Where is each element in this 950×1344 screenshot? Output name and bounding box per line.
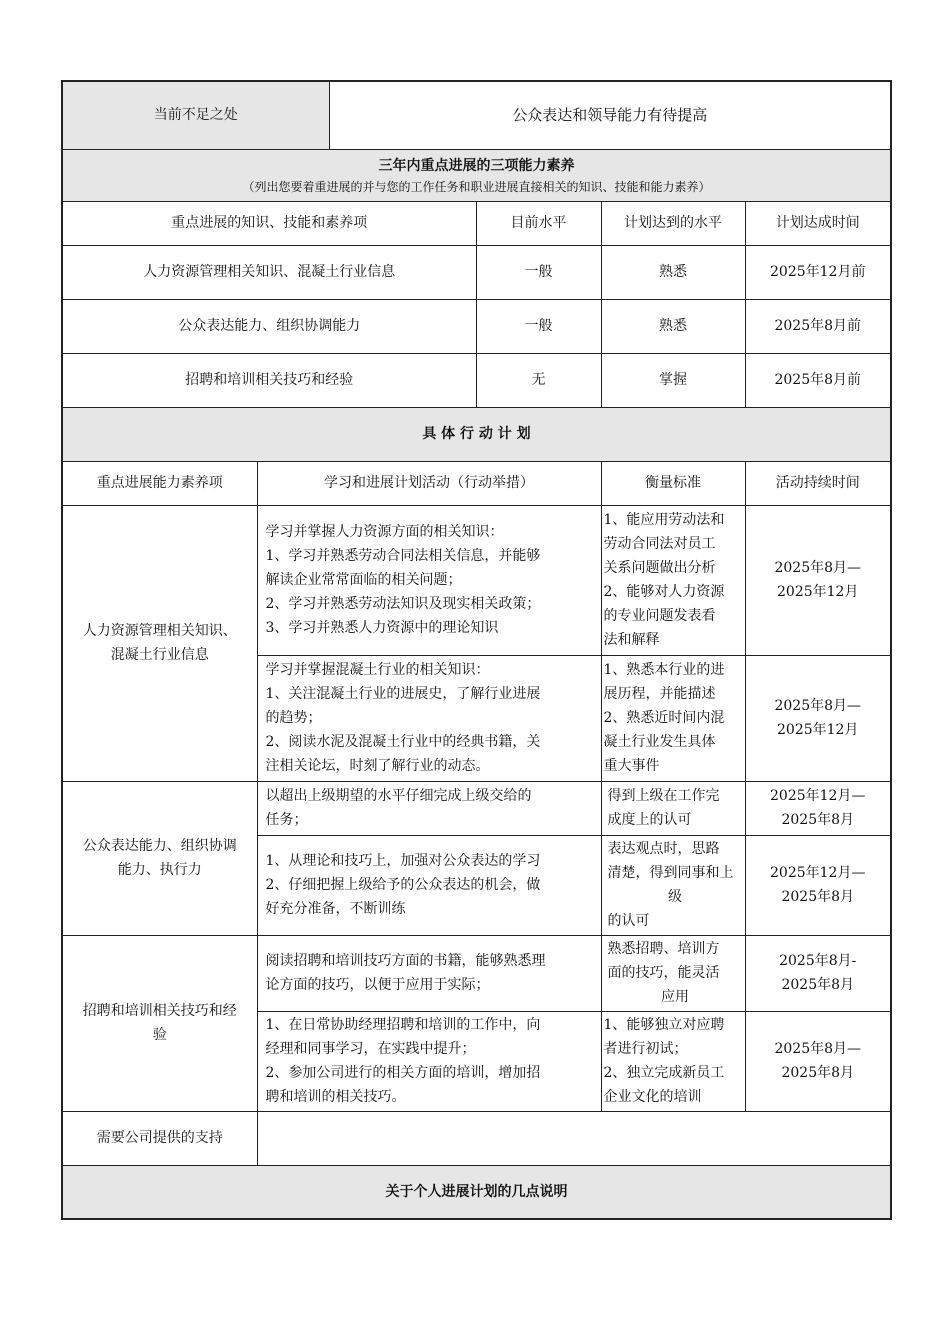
measure-criteria xyxy=(601,935,745,1011)
plan-line: 2、学习并熟悉劳动法知识及现实相关政策； xyxy=(265,596,541,612)
measure-line: 2、独立完成新员工 xyxy=(603,1065,725,1081)
target-level: 熟悉 xyxy=(601,299,745,353)
measure-line: 级 xyxy=(668,889,682,905)
ability-name xyxy=(62,505,257,781)
activity-duration xyxy=(745,1011,891,1111)
ability-name-line: 公众表达能力、组织协调 xyxy=(82,838,237,854)
target-time: 2025年8月前 xyxy=(745,299,891,353)
duration-line: 2025年12月— xyxy=(770,865,866,881)
ability-name xyxy=(62,781,257,935)
table-row xyxy=(62,781,891,835)
skill-item: 招聘和培训相关技巧和经验 xyxy=(62,353,476,407)
measure-line: 2、能够对人力资源 xyxy=(603,584,725,600)
current-level: 一般 xyxy=(476,299,601,353)
measure-criteria xyxy=(601,781,745,835)
measure-line: 1、熟悉本行业的进 xyxy=(603,662,725,678)
plan-line: 1、关注混凝土行业的进展史，了解行业进展 xyxy=(265,686,541,702)
plan-line: 1、从理论和技巧上，加强对公众表达的学习 xyxy=(265,853,541,869)
plan-line: 的趋势； xyxy=(265,710,322,726)
shortcoming-value: 公众表达和领导能力有待提高 xyxy=(329,81,891,149)
activity-plan xyxy=(257,835,601,935)
ability-name-line: 能力、执行力 xyxy=(117,862,202,878)
shortcoming-label: 当前不足之处 xyxy=(62,81,329,149)
plan-line: 注相关论坛，时刻了解行业的动态。 xyxy=(265,758,490,774)
plan-line: 解读企业常常面临的相关问题； xyxy=(265,572,462,588)
plan-line: 学习并掌握混凝土行业的相关知识： xyxy=(265,662,490,678)
measure-line: 者进行初试； xyxy=(603,1041,688,1057)
table-row xyxy=(62,299,891,353)
plan-line: 好充分准备，不断训练 xyxy=(265,901,406,917)
target-level: 掌握 xyxy=(601,353,745,407)
activity-plan xyxy=(257,655,601,781)
target-time: 2025年8月前 xyxy=(745,353,891,407)
duration-line: 2025年8月— xyxy=(774,698,862,714)
plan-table xyxy=(61,80,892,1220)
measure-line: 关系问题做出分析 xyxy=(603,560,716,576)
duration-line: 2025年8月— xyxy=(774,560,862,576)
measure-line: 清楚，得到同事和上 xyxy=(607,865,734,881)
col-header-target: 计划达到的水平 xyxy=(601,201,745,245)
plan-line: 学习并掌握人力资源方面的相关知识： xyxy=(265,524,504,540)
measure-line: 得到上级在工作完 xyxy=(607,788,720,804)
plan-line: 阅读招聘和培训技巧方面的书籍，能够熟悉理 xyxy=(265,953,546,969)
measure-line: 的专业问题发表看 xyxy=(603,608,716,624)
activity-duration xyxy=(745,781,891,835)
measure-criteria xyxy=(601,1011,745,1111)
plan-line: 经理和同事学习，在实践中提升； xyxy=(265,1041,476,1057)
duration-line: 2025年8月 xyxy=(781,977,855,993)
activity-plan xyxy=(257,1011,601,1111)
measure-criteria xyxy=(601,835,745,935)
table-row xyxy=(62,353,891,407)
plan-line: 以超出上级期望的水平仔细完成上级交给的 xyxy=(265,788,532,804)
col-header-ability: 重点进展能力素养项 xyxy=(62,461,257,505)
activity-plan xyxy=(257,935,601,1011)
measure-line: 企业文化的培训 xyxy=(603,1089,702,1105)
plan-line: 论方面的技巧，以便于应用于实际； xyxy=(265,977,490,993)
duration-line: 2025年12月 xyxy=(777,584,859,600)
notes-title: 关于个人进展计划的几点说明 xyxy=(62,1165,891,1219)
table-row xyxy=(62,1111,891,1165)
skill-item: 公众表达能力、组织协调能力 xyxy=(62,299,476,353)
plan-line: 2、仔细把握上级给予的公众表达的机会，做 xyxy=(265,877,541,893)
duration-line: 2025年8月— xyxy=(774,1041,862,1057)
col-header-item: 重点进展的知识、技能和素养项 xyxy=(62,201,476,245)
ability-name-line: 招聘和培训相关技巧和经 xyxy=(82,1003,237,1019)
ability-name-line: 验 xyxy=(152,1027,167,1043)
section2-title: 具 体 行 动 计 划 xyxy=(62,407,891,461)
col-header-time: 计划达成时间 xyxy=(745,201,891,245)
duration-line: 2025年8月 xyxy=(781,812,855,828)
skill-item: 人力资源管理相关知识、混凝土行业信息 xyxy=(62,245,476,299)
table-row xyxy=(62,935,891,1011)
duration-line: 2025年8月 xyxy=(781,889,855,905)
section1-title: 三年内重点进展的三项能力素养 xyxy=(378,158,575,174)
table-row xyxy=(62,505,891,655)
measure-line: 1、能够独立对应聘 xyxy=(603,1017,725,1033)
col-header-duration: 活动持续时间 xyxy=(745,461,891,505)
duration-line: 2025年12月— xyxy=(770,788,866,804)
section1-header-row xyxy=(62,201,891,245)
target-level: 熟悉 xyxy=(601,245,745,299)
measure-line: 1、能应用劳动法和 xyxy=(603,512,725,528)
measure-line: 面的技巧，能灵活 xyxy=(607,965,720,981)
duration-line: 2025年12月 xyxy=(777,722,859,738)
plan-line: 任务； xyxy=(265,812,308,828)
target-time: 2025年12月前 xyxy=(745,245,891,299)
section2-header-row xyxy=(62,461,891,505)
measure-line: 成度上的认可 xyxy=(607,812,692,828)
support-value-field[interactable] xyxy=(257,1111,891,1165)
current-level: 一般 xyxy=(476,245,601,299)
col-header-activity: 学习和进展计划活动（行动举措） xyxy=(257,461,601,505)
section1-subtitle: （列出您要着重进展的并与您的工作任务和职业进展直接相关的知识、技能和能力素养） xyxy=(242,180,711,194)
plan-line: 2、参加公司进行的相关方面的培训，增加招 xyxy=(265,1065,541,1081)
table-row xyxy=(62,245,891,299)
col-header-current: 目前水平 xyxy=(476,201,601,245)
measure-line: 法和解释 xyxy=(603,632,660,648)
measure-line: 2、熟悉近时间内混 xyxy=(603,710,725,726)
plan-line: 1、学习并熟悉劳动合同法相关信息，并能够 xyxy=(265,548,541,564)
activity-duration xyxy=(745,935,891,1011)
measure-line: 应用 xyxy=(661,989,689,1005)
activity-plan xyxy=(257,781,601,835)
support-label: 需要公司提供的支持 xyxy=(62,1111,257,1165)
measure-line: 熟悉招聘、培训方 xyxy=(607,941,720,957)
measure-line: 的认可 xyxy=(607,913,650,929)
development-plan-form xyxy=(61,80,890,1220)
activity-duration xyxy=(745,655,891,781)
activity-duration xyxy=(745,505,891,655)
measure-line: 重大事件 xyxy=(603,758,660,774)
measure-criteria xyxy=(601,655,745,781)
plan-line: 2、阅读水泥及混凝土行业中的经典书籍，关 xyxy=(265,734,541,750)
plan-line: 3、学习并熟悉人力资源中的理论知识 xyxy=(265,620,499,636)
activity-plan xyxy=(257,505,601,655)
measure-line: 劳动合同法对员工 xyxy=(603,536,716,552)
measure-line: 展历程，并能描述 xyxy=(603,686,716,702)
ability-name-line: 混凝土行业信息 xyxy=(110,647,209,663)
col-header-measure: 衡量标准 xyxy=(601,461,745,505)
activity-duration xyxy=(745,835,891,935)
measure-line: 凝土行业发生具体 xyxy=(603,734,716,750)
current-level: 无 xyxy=(476,353,601,407)
section1-header xyxy=(62,149,891,201)
plan-line: 聘和培训的相关技巧。 xyxy=(265,1089,406,1105)
duration-line: 2025年8月- xyxy=(779,953,857,969)
ability-name-line: 人力资源管理相关知识、 xyxy=(82,623,237,639)
ability-name xyxy=(62,935,257,1111)
measure-line: 表达观点时，思路 xyxy=(607,841,720,857)
duration-line: 2025年8月 xyxy=(781,1065,855,1081)
plan-line: 1、在日常协助经理招聘和培训的工作中，向 xyxy=(265,1017,541,1033)
measure-criteria xyxy=(601,505,745,655)
